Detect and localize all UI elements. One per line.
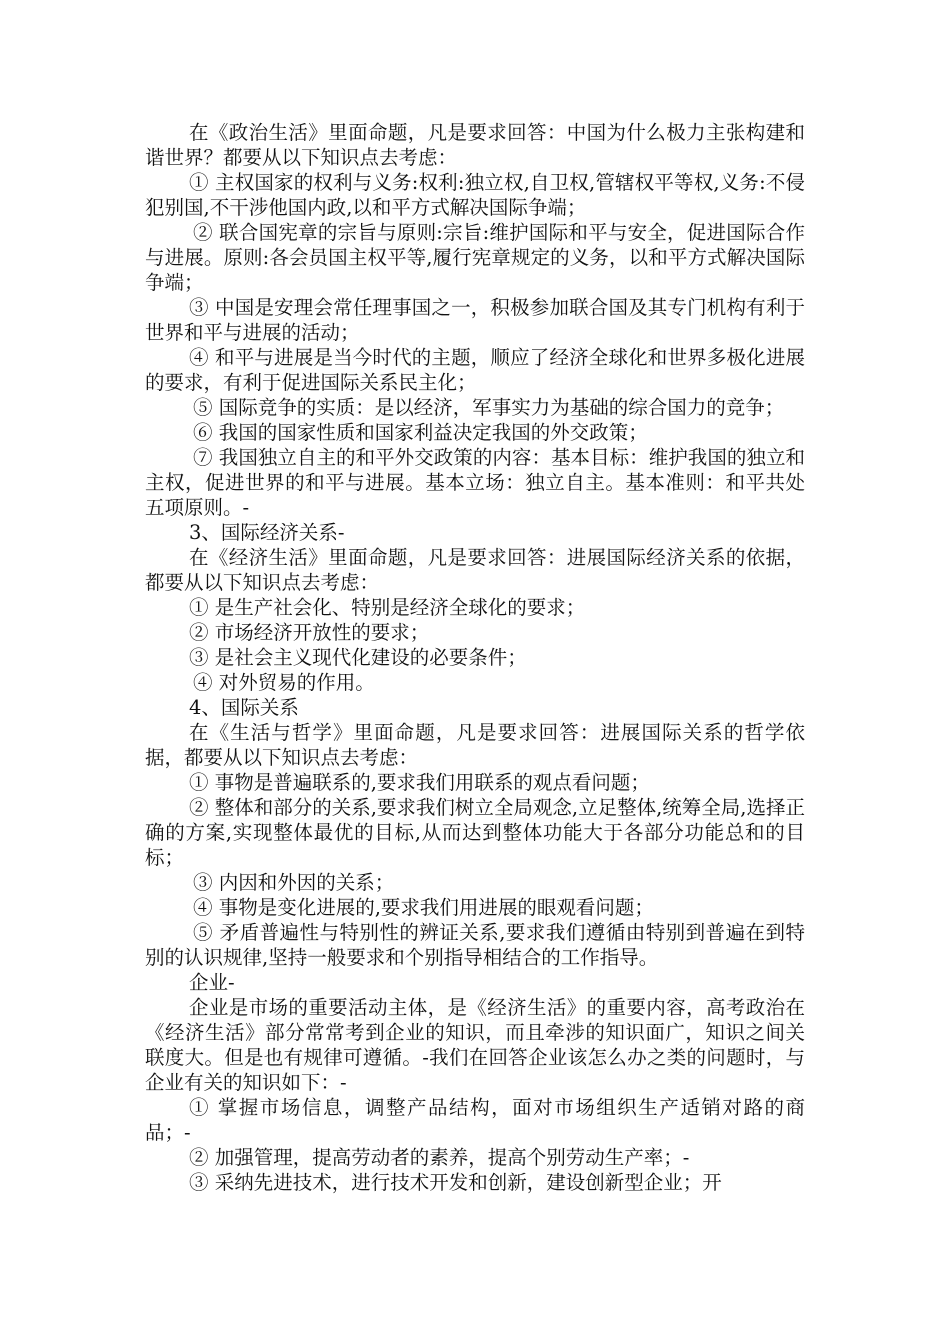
paragraph-p2: ① 主权国家的权利与义务:权利:独立权,自卫权,管辖权平等权,义务:不侵犯别国,不干涉他国内政,以和平方式解决国际争端； — [145, 171, 805, 219]
paragraph-p6: ⑤ 国际竞争的实质：是以经济，军事实力为基础的综合国力的竞争； — [193, 396, 785, 419]
paragraph-p18: ② 整体和部分的关系,要求我们树立全局观念,立足整体,统筹全局,选择正确的方案,实现整体最优的目标,从而达到整体功能大于各部分功能总和的目标； — [145, 796, 805, 869]
paragraph-p22: 企业- — [189, 971, 235, 994]
paragraph-p5: ④ 和平与进展是当今时代的主题，顺应了经济全球化和世界多极化进展的要求，有利于促进国际关系民主化； — [145, 346, 805, 394]
paragraph-p7: ⑥ 我国的国家性质和国家利益决定我国的外交政策； — [193, 421, 648, 444]
paragraph-p24: ① 掌握市场信息，调整产品结构，面对市场组织生产适销对路的商品；- — [145, 1096, 805, 1144]
paragraph-p26: ③ 采纳先进技术，进行技术开发和创新，建设创新型企业；开 — [189, 1171, 722, 1194]
paragraph-p8: ⑦ 我国独立自主的和平外交政策的内容：基本目标：维护我国的独立和主权，促进世界的和平与进展。基本立场：独立自主。基本准则：和平共处五项原则。- — [145, 446, 805, 519]
paragraph-p9: 3、国际经济关系- — [189, 521, 345, 544]
paragraph-p11: ① 是生产社会化、特别是经济全球化的要求； — [189, 596, 586, 619]
paragraph-p17: ① 事物是普遍联系的,要求我们用联系的观点看问题； — [189, 771, 650, 794]
document-page — [145, 120, 805, 1195]
paragraph-p21: ⑤ 矛盾普遍性与特别性的辨证关系,要求我们遵循由特别到普遍在到特别的认识规律,坚持一般要求和个别指导相结合的工作指导。 — [145, 921, 805, 969]
paragraph-p13: ③ 是社会主义现代化建设的必要条件； — [189, 646, 527, 669]
paragraph-p25: ② 加强管理，提高劳动者的素养，提高个别劳动生产率；- — [189, 1146, 690, 1169]
paragraph-p4: ③ 中国是安理会常任理事国之一，积极参加联合国及其专门机构有利于世界和平与进展的活动； — [145, 296, 805, 344]
paragraph-p20: ④ 事物是变化进展的,要求我们用进展的眼观看问题； — [193, 896, 654, 919]
paragraph-p14: ④ 对外贸易的作用。 — [193, 671, 375, 694]
paragraph-p16: 在《生活与哲学》里面命题，凡是要求回答：进展国际关系的哲学依据，都要从以下知识点去考虑： — [145, 721, 805, 769]
paragraph-p23: 企业是市场的重要活动主体，是《经济生活》的重要内容，高考政治在《经济生活》部分常常考到企业的知识，而且牵涉的知识面广，知识之间关联度大。但是也有规律可遵循。-我们在回答企业该怎么办之类的问题时，与企业有关的知识如下：- — [145, 996, 805, 1094]
paragraph-p10: 在《经济生活》里面命题，凡是要求回答：进展国际经济关系的依据，都要从以下知识点去考虑： — [145, 546, 805, 594]
paragraph-p15: 4、国际关系 — [189, 696, 299, 719]
paragraph-p1: 在《政治生活》里面命题，凡是要求回答：中国为什么极力主张构建和谐世界？都要从以下知识点去考虑： — [145, 121, 805, 169]
paragraph-p3: ② 联合国宪章的宗旨与原则:宗旨:维护国际和平与安全，促进国际合作与进展。原则:各会员国主权平等,履行宪章规定的义务，以和平方式解决国际争端； — [145, 221, 805, 294]
paragraph-p12: ② 市场经济开放性的要求； — [189, 621, 430, 644]
paragraph-p19: ③ 内因和外因的关系； — [193, 871, 395, 894]
